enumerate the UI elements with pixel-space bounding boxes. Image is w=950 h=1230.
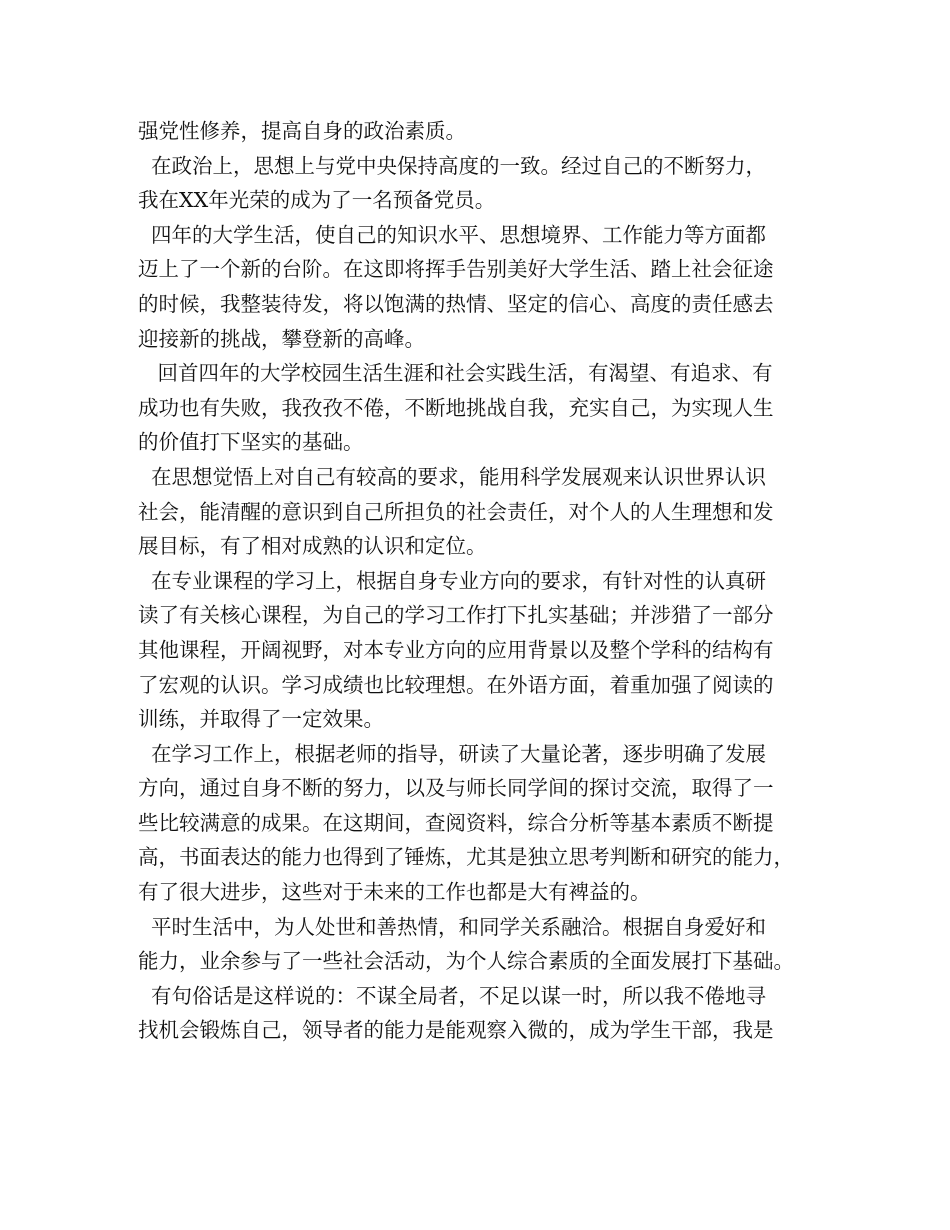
text-line: 平时生活中，为人处世和善热情，和同学关系融洽。根据自身爱好和 xyxy=(138,914,767,939)
text-line: 方向，通过自身不断的努力，以及与师长同学间的探讨交流，取得了一 xyxy=(138,776,774,801)
text-line: 在学习工作上，根据老师的指导，研读了大量论著，逐步明确了发展 xyxy=(138,741,767,766)
text-line: 在思想觉悟上对自己有较高的要求，能用科学发展观来认识世界认识 xyxy=(138,464,767,489)
text-line: 高，书面表达的能力也得到了锤炼，尤其是独立思考判断和研究的能力， xyxy=(138,845,794,870)
text-line: 读了有关核心课程，为自己的学习工作打下扎实基础；并涉猎了一部分 xyxy=(138,603,774,628)
text-line: 社会，能清醒的意识到自己所担负的社会责任，对个人的人生理想和发 xyxy=(138,499,774,524)
text-line: 了宏观的认识。学习成绩也比较理想。在外语方面，着重加强了阅读的 xyxy=(138,672,774,697)
text-line: 我在XX年光荣的成为了一名预备党员。 xyxy=(138,188,496,213)
text-line: 些比较满意的成果。在这期间，查阅资料，综合分析等基本素质不断提 xyxy=(138,810,774,835)
text-line: 训练，并取得了一定效果。 xyxy=(138,707,384,732)
text-line: 四年的大学生活，使自己的知识水平、思想境界、工作能力等方面都 xyxy=(138,222,767,247)
text-line: 迎接新的挑战，攀登新的高峰。 xyxy=(138,326,425,351)
text-line: 成功也有失败，我孜孜不倦，不断地挑战自我，充实自己，为实现人生 xyxy=(138,395,774,420)
text-line: 有了很大进步，这些对于未来的工作也都是大有裨益的。 xyxy=(138,880,651,905)
text-line: 的价值打下坚实的基础。 xyxy=(138,430,364,455)
text-line: 强党性修养，提高自身的政治素质。 xyxy=(138,119,466,143)
text-line: 展目标，有了相对成熟的认识和定位。 xyxy=(138,534,487,559)
text-line: 在政治上，思想上与党中央保持高度的一致。经过自己的不断努力， xyxy=(138,153,767,178)
text-line: 找机会锻炼自己，领导者的能力是能观察入微的，成为学生干部，我是 xyxy=(138,1018,774,1043)
text-line: 在专业课程的学习上，根据自身专业方向的要求，有针对性的认真研 xyxy=(138,568,767,593)
text-line: 迈上了一个新的台阶。在这即将挥手告别美好大学生活、踏上社会征途 xyxy=(138,257,774,282)
text-line: 的时候，我整装待发，将以饱满的热情、坚定的信心、高度的责任感去 xyxy=(138,291,774,316)
document-body xyxy=(138,114,828,1048)
text-line: 回首四年的大学校园生活生涯和社会实践生活，有渴望、有追求、有 xyxy=(138,361,773,386)
text-line: 其他课程，开阔视野，对本专业方向的应用背景以及整个学科的结构有 xyxy=(138,637,774,662)
text-line: 能力，业余参与了一些社会活动，为个人综合素质的全面发展打下基础。 xyxy=(138,949,794,974)
text-line: 有句俗话是这样说的：不谋全局者，不足以谋一时，所以我不倦地寻 xyxy=(138,983,767,1008)
